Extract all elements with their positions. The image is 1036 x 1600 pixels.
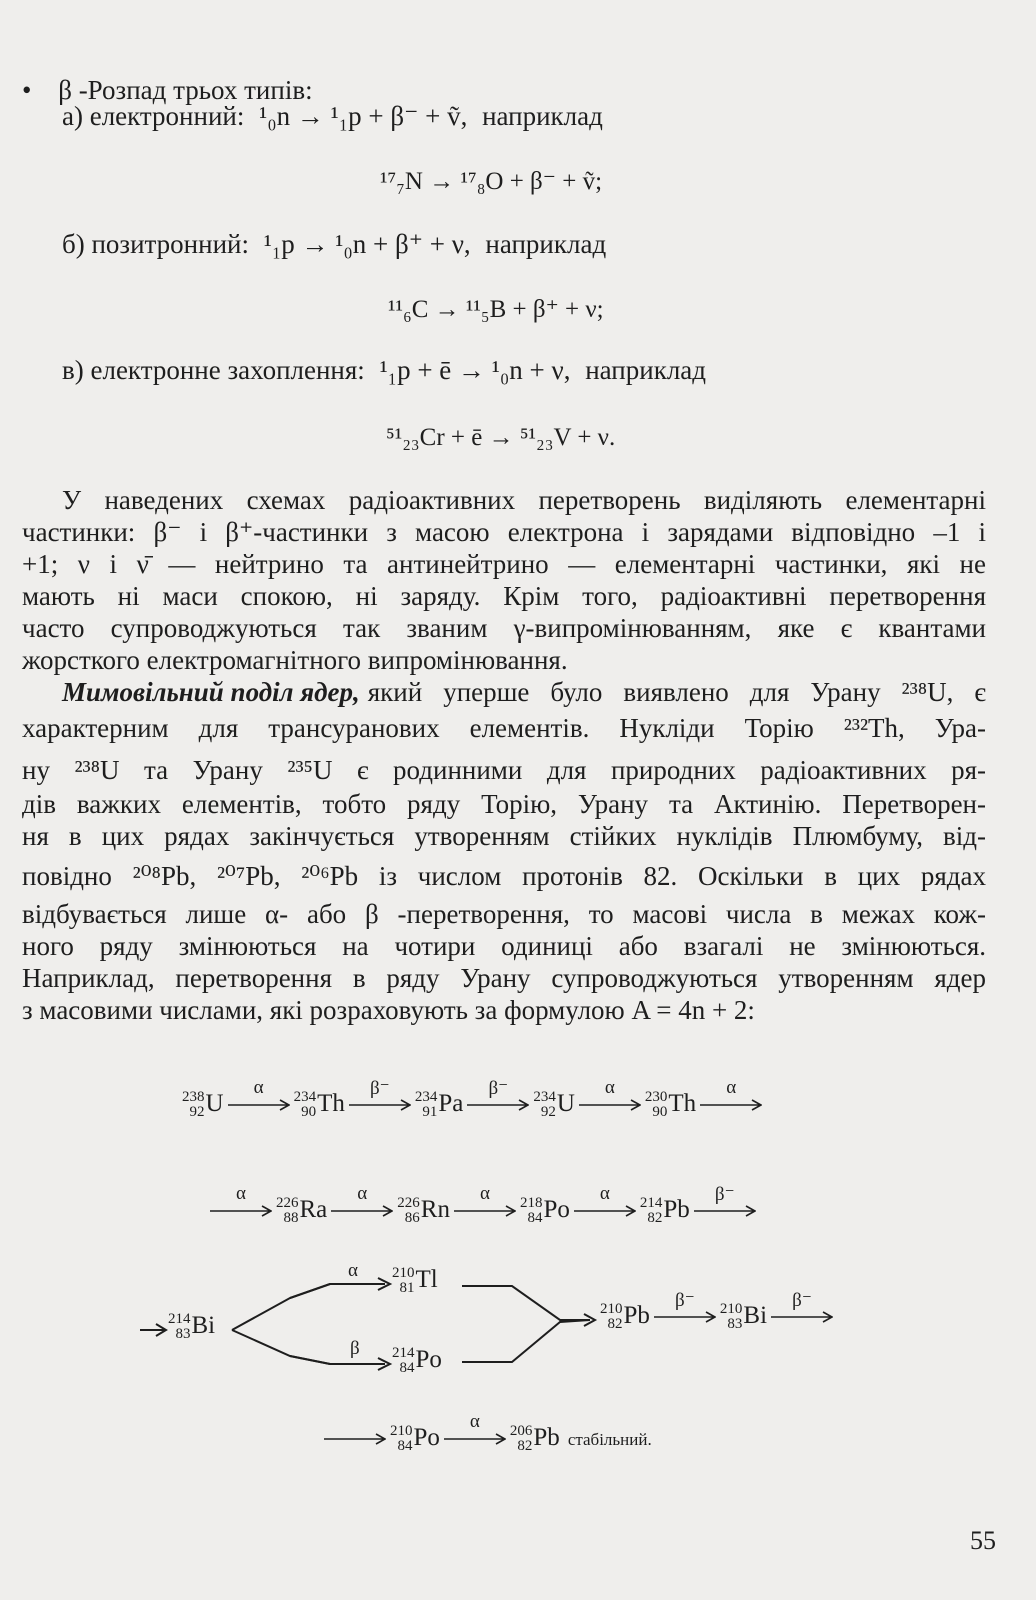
element-symbol: Po [543, 1196, 570, 1224]
element-symbol: Pb [533, 1424, 560, 1452]
element-symbol: Bi [743, 1302, 768, 1330]
element-symbol: Tl [415, 1266, 438, 1294]
element-symbol: Pb [663, 1196, 690, 1224]
p2-line: з масовими числами, які розраховують за формулою A = 4n + 2: [22, 995, 755, 1025]
decay-label: α [599, 1183, 610, 1205]
tl210-node [392, 1266, 438, 1296]
nuclide-bi-214 [168, 1312, 215, 1342]
atomic-number: 88 [283, 1210, 299, 1227]
element-symbol: Rn [420, 1196, 450, 1224]
term-spontaneous-fission: Мимовільний поділ ядер, [62, 677, 360, 707]
decay-label: α [604, 1077, 615, 1099]
atomic-number: 86 [404, 1210, 420, 1227]
beta-heading: β -Розпад трьох типів: [58, 75, 313, 105]
p2-line: дів важких елементів, тобто ряду Торію, Урану та Актинію. Перетворен- [22, 789, 986, 819]
p2-line: відбувається лише α- або β -перетворення, то масові числа в межах кож- [22, 899, 986, 929]
bi214-node [168, 1312, 215, 1342]
p2-line: повідно ²⁰⁸Pb, ²⁰⁷Pb, ²⁰⁶Pb із числом протонів 82. Оскільки в цих рядах [22, 861, 986, 891]
mass-number: 210 [719, 1301, 743, 1318]
mass-number: 234 [293, 1089, 317, 1106]
decay-label: α [479, 1183, 490, 1205]
mass-number: 210 [390, 1423, 413, 1440]
atomic-number: 81 [399, 1280, 415, 1297]
decay-label: α [357, 1183, 368, 1205]
type-b-scheme: ¹₁p → ¹₀n + β⁺ + ν, [263, 229, 471, 259]
decay-arrow [467, 1078, 529, 1111]
element-symbol: Po [415, 1346, 442, 1374]
nuclide-po-214 [392, 1346, 442, 1376]
nuclide-pa-234 [415, 1090, 464, 1120]
nuclide-pb-214 [640, 1196, 690, 1226]
atomic-number: 91 [422, 1104, 438, 1121]
decay-label: β⁻ [675, 1290, 695, 1312]
p2-line: ного ряду змінюються на чотири одиниці або взагалі не змінюються. [22, 931, 986, 961]
nuclide-u-234 [533, 1090, 575, 1120]
nuclide-th-230 [645, 1090, 696, 1120]
mass-number: 214 [168, 1311, 191, 1328]
type-a-example: ¹⁷₇N → ¹⁷₈O + β⁻ + ṽ; [380, 168, 603, 195]
atomic-number: 92 [189, 1104, 205, 1121]
beta-type-b [62, 228, 606, 260]
atomic-number: 84 [397, 1438, 413, 1455]
decay-label: α [469, 1411, 480, 1433]
decay-label: α [726, 1077, 737, 1099]
type-b-label: б) позитронний: [62, 229, 249, 259]
mass-number: 230 [644, 1089, 668, 1106]
beta-type-a [62, 100, 603, 132]
element-symbol: Th [668, 1090, 697, 1118]
atomic-number: 82 [517, 1438, 533, 1455]
type-b-example: ¹¹₆C → ¹¹₅B + β⁺ + ν; [388, 296, 604, 323]
chain-row-3 [600, 1290, 837, 1333]
decay-arrow [771, 1290, 833, 1323]
mass-number: 218 [519, 1195, 543, 1212]
beta-type-c [62, 354, 706, 386]
nuclide-rn-226 [397, 1196, 450, 1226]
type-a-word: наприклад [482, 101, 603, 131]
branch-alpha-label: α [348, 1260, 358, 1281]
mass-number: 210 [600, 1301, 623, 1318]
atomic-number: 84 [527, 1210, 543, 1227]
atomic-number: 83 [175, 1326, 191, 1343]
atomic-number: 83 [727, 1316, 743, 1333]
p2-first-line [62, 676, 986, 708]
mass-number: 226 [276, 1195, 299, 1212]
nuclide-pb-210 [600, 1302, 650, 1332]
type-a-label: а) електронний: [62, 101, 245, 131]
element-symbol: Th [317, 1090, 345, 1118]
p2-line: Наприклад, перетворення в ряду Урану супроводжуються утворенням ядер [22, 963, 986, 993]
mass-number: 234 [414, 1089, 438, 1106]
decay-arrow [349, 1078, 411, 1111]
chain-row-1 [182, 1077, 766, 1121]
decay-arrow [700, 1077, 762, 1111]
bullet: • [22, 75, 32, 105]
element-symbol: Po [413, 1424, 440, 1452]
decay-label: β⁻ [714, 1184, 735, 1206]
mass-number: 238 [182, 1089, 205, 1106]
nuclide-u-238 [182, 1090, 224, 1120]
mass-number: 226 [397, 1195, 420, 1212]
nuclide-po-210 [390, 1424, 440, 1454]
type-c-label: в) електронне захоплення: [62, 355, 365, 385]
element-symbol: Pb [623, 1302, 650, 1330]
decay-label: α [236, 1183, 246, 1205]
type-a-scheme: ¹₀n → ¹₁p + β⁻ + ṽ, [259, 101, 468, 131]
element-symbol: Bi [191, 1312, 216, 1340]
element-symbol: Pa [438, 1090, 464, 1118]
stable-label: стабільний. [567, 1430, 652, 1449]
po214-node [392, 1346, 442, 1376]
decay-arrow [579, 1077, 641, 1111]
nuclide-ra-226 [276, 1196, 327, 1226]
nuclide-th-234 [294, 1090, 345, 1120]
nuclide-pb-206 [510, 1424, 560, 1454]
mass-number: 214 [639, 1195, 663, 1212]
type-c-example: ⁵¹₂₃Cr + ē → ⁵¹₂₃V + ν. [386, 424, 616, 451]
type-b-word: наприклад [485, 229, 607, 259]
nuclide-bi-210 [720, 1302, 767, 1332]
decay-arrow [331, 1183, 393, 1217]
element-symbol: Ra [299, 1196, 328, 1224]
atomic-number: 90 [301, 1104, 317, 1121]
atomic-number: 84 [399, 1360, 415, 1377]
element-symbol: U [556, 1090, 575, 1118]
p2-line: ну ²³⁸U та Урану ²³⁵U є родинними для природних радіоактивних ря- [22, 755, 986, 785]
mass-number: 210 [392, 1265, 415, 1282]
nuclide-po-218 [520, 1196, 570, 1226]
p2-line: характерним для трансуранових елементів. Нукліди Торію ²³²Th, Ура- [22, 713, 986, 743]
p2-line: ня в цих рядах закінчується утворенням стійких нуклідів Плюмбуму, від- [22, 821, 986, 851]
atomic-number: 92 [540, 1104, 556, 1121]
decay-arrow [694, 1184, 756, 1217]
decay-arrow [228, 1077, 290, 1111]
mass-number: 234 [533, 1089, 556, 1106]
atomic-number: 90 [652, 1104, 668, 1121]
lead-arrow [324, 1433, 386, 1445]
p2-line: який уперше було виявлено для Урану ²³⁸U, є [367, 677, 986, 707]
p1-line: мають ні маси спокою, ні заряду. Крім того, радіоактивні перетворення [22, 581, 986, 611]
p1-line: жорсткого електромагнітного випромінювання. [22, 645, 568, 675]
type-c-word: наприклад [585, 355, 707, 385]
chain-row-4 [320, 1411, 652, 1455]
mass-number: 206 [509, 1423, 533, 1440]
branch-beta-label: β [350, 1338, 360, 1359]
decay-label: α [253, 1077, 264, 1099]
atomic-number: 82 [647, 1210, 663, 1227]
p1-line: часто супроводжуються так званим γ-випромінюванням, яке є квантами [22, 613, 986, 643]
decay-label: β⁻ [488, 1078, 509, 1100]
decay-label: β⁻ [792, 1290, 812, 1312]
decay-label: β⁻ [369, 1078, 390, 1100]
atomic-number: 82 [607, 1316, 623, 1333]
element-symbol: U [205, 1090, 224, 1118]
decay-arrow [444, 1411, 506, 1445]
p1-line: У наведених схемах радіоактивних перетворень виділяють елементарні [62, 485, 986, 515]
nuclide-tl-210 [392, 1266, 438, 1296]
decay-arrow [654, 1290, 716, 1323]
decay-arrow [210, 1183, 272, 1217]
p1-line: +1; ν і ν̄ — нейтрино та антинейтрино — елементарні частинки, які не [22, 549, 986, 579]
type-c-scheme: ¹₁p + ē → ¹₀n + ν, [379, 355, 571, 385]
p1-line: частинки: β⁻ і β⁺-частинки з масою електрона і зарядами відповідно –1 і [22, 517, 986, 547]
decay-arrow [574, 1183, 636, 1217]
chain-row-2 [206, 1183, 760, 1227]
mass-number: 214 [392, 1345, 415, 1362]
page-number: 55 [970, 1526, 996, 1555]
decay-arrow [454, 1183, 516, 1217]
